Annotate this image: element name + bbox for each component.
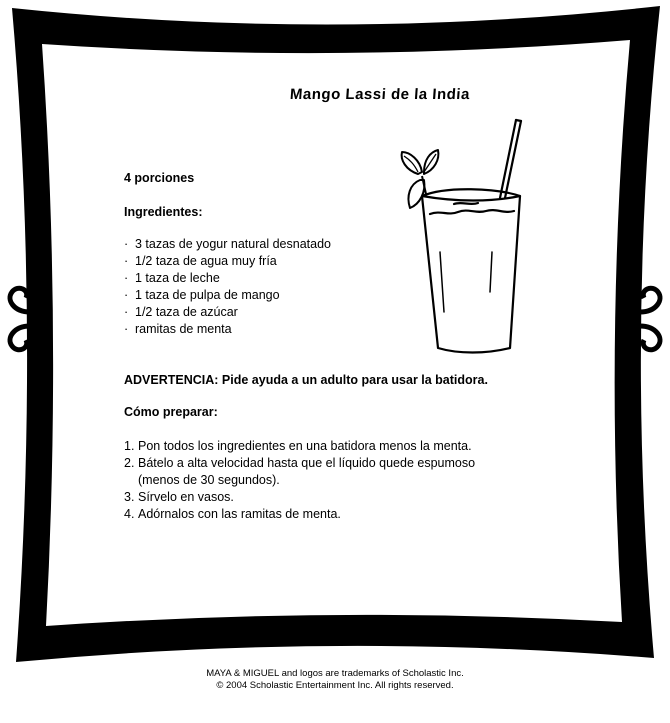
lassi-glass-illustration — [396, 116, 530, 358]
ingredient-item: · 1/2 taza de azúcar — [124, 305, 238, 319]
ingredient-item: · 3 tazas de yogur natural desnatado — [124, 237, 331, 251]
recipe-title: Mango Lassi de la India — [289, 86, 471, 103]
preparation-steps — [124, 438, 498, 523]
ingredient-item: · ramitas de menta — [124, 322, 232, 336]
ingredients-list — [124, 236, 331, 338]
right-swirl-ornament — [640, 288, 660, 350]
step-item: 4. Adórnalos con las ramitas de menta. — [124, 507, 341, 521]
step-item: 1. Pon todos los ingredientes en una batidora menos la menta. — [124, 439, 472, 453]
ingredient-item: · 1 taza de pulpa de mango — [124, 288, 280, 302]
step-item: 3. Sírvelo en vasos. — [124, 490, 234, 504]
trademark-notice: MAYA & MIGUEL and logos are trademarks of Scholastic Inc. — [206, 668, 464, 679]
step-item: 2. Bátelo a alta velocidad hasta que el líquido quede espumoso (menos de 30 segundos). — [124, 456, 476, 487]
warning-text: ADVERTENCIA: Pide ayuda a un adulto para usar la batidora. — [124, 373, 488, 387]
ingredients-heading: Ingredientes: — [124, 205, 203, 219]
servings: 4 porciones — [124, 171, 195, 185]
ingredient-item: · 1/2 taza de agua muy fría — [124, 254, 277, 268]
copyright-notice: © 2004 Scholastic Entertainment Inc. All rights reserved. — [216, 680, 454, 691]
ingredient-item: · 1 taza de leche — [124, 271, 220, 285]
preparation-heading: Cómo preparar: — [124, 405, 218, 419]
mint-leaf-icon — [402, 150, 439, 208]
